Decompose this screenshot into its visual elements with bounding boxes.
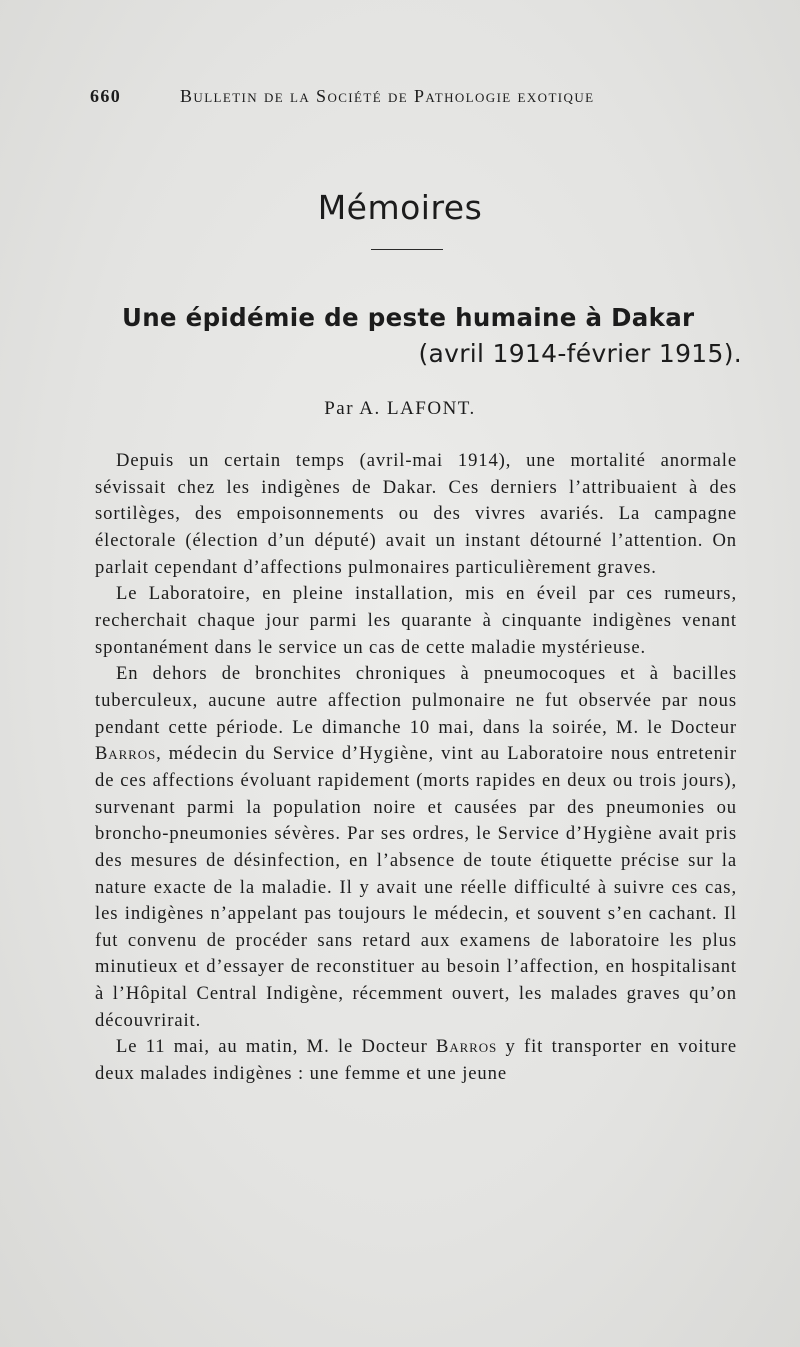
- article-title: [122, 300, 742, 372]
- paragraph-3-text-after: , médecin du Service d’Hygiène, vint au Laboratoire nous entretenir de ces affections évoluant rapidement (morts rapides en deux ou trois jours), survenant parmi la population noire et causées par des pneumonies ou broncho-pneumonies sévères. Par ses ordres, le Service d’Hygiène avait pris des mesures de désinfection, en l’absence de toute étiquette précise sur la nature exacte de la maladie. Il y avait une réelle difficulté à suivre ces cas, les indigènes n’appelant pas toujours le médecin, et souvent s’en cachant. Il fut convenu de procéder sans retard aux examens de laboratoire les plus minutieux et d’essayer de reconstituer au besoin l’affection, en hospitalisant à l’Hôpital Central Indigène, récemment ouvert, les malades graves qu’on découvrirait.: [95, 743, 737, 1031]
- paragraph-4-text-before: Le 11 mai, au matin, M. le Docteur: [116, 1036, 437, 1058]
- section-title: Mémoires: [317, 188, 483, 227]
- person-name: Barros: [436, 1036, 498, 1058]
- paragraph-4: [95, 1034, 737, 1087]
- article-title-line-1: Une épidémie de peste humaine à Dakar: [122, 303, 695, 332]
- journal-title: Bulletin de la Société de Pathologie exotique: [180, 86, 595, 106]
- article-author: Par A. LAFONT.: [324, 398, 476, 419]
- person-name: Barros: [95, 743, 157, 765]
- paragraph-1: Depuis un certain temps (avril-mai 1914), une mortalité anormale sévissait chez les indigènes de Dakar. Ces derniers l’attribuaient à des sortilèges, des empoisonnements ou des vivres avariés. La campagne électorale (élection d’un député) avait un instant détourné l’attention. On parlait cependant d’affections pulmonaires particulièrement graves.: [95, 450, 737, 578]
- page-number: 660: [90, 86, 122, 106]
- paragraph-2: Le Laboratoire, en pleine installation, mis en éveil par ces rumeurs, recherchait chaque jour parmi les quarante à cinquante indigènes venant spontanément dans le service un cas de cette maladie mystérieuse.: [95, 583, 737, 658]
- running-header: [90, 86, 650, 107]
- paragraph-3-text-before: En dehors de bronchites chroniques à pneumocoques et à bacilles tuberculeux, aucune autre affection pulmonaire ne fut observée par nous pendant cette période. Le dimanche 10 mai, dans la soirée, M. le Docteur: [95, 663, 737, 738]
- section-divider: [371, 249, 443, 250]
- paragraph-4-text-after: y fit transporter en voiture deux malades indigènes : une femme et une jeune: [95, 1036, 737, 1085]
- paragraph-3: [95, 661, 737, 1034]
- article-body: [95, 448, 737, 1088]
- article-title-line-2: (avril 1914-février 1915).: [418, 339, 742, 368]
